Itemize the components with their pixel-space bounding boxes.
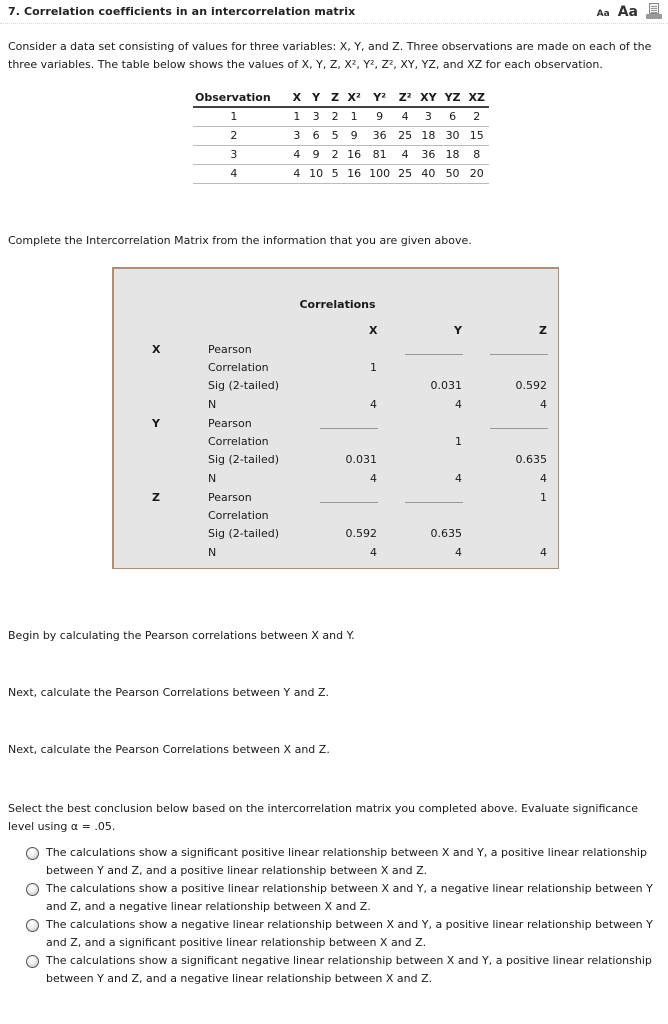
table-row	[193, 164, 489, 183]
pearson-z-y-input[interactable]	[405, 501, 463, 503]
n-x-x: 4	[370, 398, 377, 411]
option-2-text: The calculations show a positive linear relationship between X and Y, a negative linear relationship between Y and Z, and a negative linear relationship between X and Z.	[46, 882, 653, 913]
col-header-observation: Observation	[193, 89, 289, 107]
col-header-y: Y	[305, 89, 327, 107]
matrix-col-header-y: Y	[454, 324, 462, 337]
radio-button-icon[interactable]	[26, 955, 39, 968]
print-paper-shape	[649, 3, 659, 14]
radio-button-icon[interactable]	[26, 919, 39, 932]
table-cell: 81	[365, 145, 394, 164]
sig-z-y: 0.635	[430, 527, 462, 540]
table-cell: 9	[343, 126, 365, 145]
table-cell: 2	[327, 107, 343, 126]
table-cell: 4	[289, 145, 305, 164]
table-row	[193, 145, 489, 164]
stat-label-n: N	[208, 472, 217, 485]
stat-label-sig: Sig (2-tailed)	[208, 453, 279, 466]
question-title: 7. Correlation coefficients in an intercorrelation matrix	[8, 5, 356, 18]
table-cell: 18	[441, 145, 465, 164]
table-cell: 6	[441, 107, 465, 126]
table-cell: 15	[465, 126, 489, 145]
table-row	[193, 107, 489, 126]
table-cell: 4	[394, 107, 416, 126]
pearson-y-y: 1	[455, 435, 462, 448]
option-3[interactable]	[26, 916, 666, 952]
col-header-x: X	[289, 89, 305, 107]
stat-label-n: N	[208, 398, 217, 411]
stat-label-correlation: Correlation	[208, 435, 269, 448]
radio-button-icon[interactable]	[26, 883, 39, 896]
table-row	[193, 126, 489, 145]
table-cell: 36	[365, 126, 394, 145]
table-cell: 25	[394, 126, 416, 145]
table-header-row	[193, 89, 489, 107]
option-2[interactable]	[26, 880, 666, 916]
header-tools	[597, 3, 662, 19]
pearson-x-z-input[interactable]	[490, 353, 548, 355]
table-cell: 16	[343, 164, 365, 183]
radio-button-icon[interactable]	[26, 847, 39, 860]
table-cell: 50	[441, 164, 465, 183]
table-cell: 100	[365, 164, 394, 183]
stat-label-pearson: Pearson	[208, 491, 252, 504]
n-y-z: 4	[540, 472, 547, 485]
matrix-col-header-x: X	[369, 324, 378, 337]
table-cell: 3	[416, 107, 440, 126]
pearson-z-z: 1	[540, 491, 547, 504]
table-cell: 5	[327, 164, 343, 183]
stat-label-sig: Sig (2-tailed)	[208, 379, 279, 392]
pearson-x-x: 1	[370, 361, 377, 374]
question-header	[0, 0, 668, 24]
table-cell: 16	[343, 145, 365, 164]
observations-table	[193, 89, 489, 184]
sig-x-z: 0.592	[515, 379, 547, 392]
sig-x-y: 0.031	[430, 379, 462, 392]
matrix-row-header-x: X	[152, 343, 161, 356]
intro-text: Consider a data set consisting of values for three variables: X, Y, and Z. Three observations are made on each of the three variables. The table below shows the values of X, Y, Z, X², Y², Z², XY, YZ, and XZ for each observation.	[8, 40, 652, 71]
col-header-z: Z	[327, 89, 343, 107]
table-cell: 30	[441, 126, 465, 145]
pearson-z-x-input[interactable]	[320, 501, 378, 503]
col-header-yz: YZ	[441, 89, 465, 107]
sig-y-z: 0.635	[515, 453, 547, 466]
table-cell: 1	[289, 107, 305, 126]
col-header-xz: XZ	[465, 89, 489, 107]
option-1-text: The calculations show a significant positive linear relationship between X and Y, a positive linear relationship between Y and Z, and a positive linear relationship between X and Z.	[46, 846, 647, 877]
table-cell: 4	[193, 164, 289, 183]
table-cell: 5	[327, 126, 343, 145]
matrix-instruction: Complete the Intercorrelation Matrix from the information that you are given above.	[8, 234, 472, 247]
table-cell: 3	[305, 107, 327, 126]
table-cell: 36	[416, 145, 440, 164]
col-header-z2: Z²	[394, 89, 416, 107]
table-cell: 2	[193, 126, 289, 145]
table-cell: 6	[305, 126, 327, 145]
stat-label-correlation: Correlation	[208, 361, 269, 374]
option-1[interactable]	[26, 844, 666, 880]
table-cell: 9	[305, 145, 327, 164]
matrix-col-header-z: Z	[539, 324, 547, 337]
increase-font-button[interactable]: Aa	[617, 4, 638, 20]
stat-label-pearson: Pearson	[208, 417, 252, 430]
stat-label-pearson: Pearson	[208, 343, 252, 356]
print-icon[interactable]	[646, 3, 662, 19]
pearson-y-x-input[interactable]	[320, 427, 378, 429]
correlation-matrix	[112, 267, 559, 569]
stat-label-correlation: Correlation	[208, 509, 269, 522]
sig-y-x: 0.031	[345, 453, 377, 466]
n-x-y: 4	[455, 398, 462, 411]
table-cell: 4	[289, 164, 305, 183]
table-cell: 20	[465, 164, 489, 183]
table-cell: 18	[416, 126, 440, 145]
table-cell: 25	[394, 164, 416, 183]
step-2-text: Next, calculate the Pearson Correlations between Y and Z.	[8, 686, 329, 699]
matrix-row-header-y: Y	[152, 417, 160, 430]
table-cell: 3	[193, 145, 289, 164]
table-cell: 10	[305, 164, 327, 183]
pearson-y-z-input[interactable]	[490, 427, 548, 429]
col-header-xy: XY	[416, 89, 440, 107]
col-header-x2: X²	[343, 89, 365, 107]
n-y-x: 4	[370, 472, 377, 485]
n-y-y: 4	[455, 472, 462, 485]
n-x-z: 4	[540, 398, 547, 411]
col-header-y2: Y²	[365, 89, 394, 107]
decrease-font-button[interactable]: Aa	[596, 9, 610, 19]
table-cell: 2	[465, 107, 489, 126]
option-3-text: The calculations show a negative linear relationship between X and Y, a positive linear relationship between Y and Z, and a significant positive linear relationship between X and Z.	[46, 918, 653, 949]
n-z-z: 4	[540, 546, 547, 559]
option-4-text: The calculations show a significant negative linear relationship between X and Y, a positive linear relationship between Y and Z, and a negative linear relationship between X and Z.	[46, 954, 652, 985]
conclusion-prompt: Select the best conclusion below based on the intercorrelation matrix you completed above. Evaluate significance level using α = .05.	[8, 802, 638, 833]
sig-z-x: 0.592	[345, 527, 377, 540]
n-z-y: 4	[455, 546, 462, 559]
table-cell: 40	[416, 164, 440, 183]
conclusion-options	[26, 844, 666, 988]
matrix-row-header-z: Z	[152, 491, 160, 504]
stat-label-n: N	[208, 546, 217, 559]
table-cell: 2	[327, 145, 343, 164]
table-cell: 3	[289, 126, 305, 145]
table-cell: 8	[465, 145, 489, 164]
table-cell: 1	[343, 107, 365, 126]
table-cell: 1	[193, 107, 289, 126]
n-z-x: 4	[370, 546, 377, 559]
pearson-x-y-input[interactable]	[405, 353, 463, 355]
step-1-text: Begin by calculating the Pearson correlations between X and Y.	[8, 629, 355, 642]
table-cell: 9	[365, 107, 394, 126]
stat-label-sig: Sig (2-tailed)	[208, 527, 279, 540]
table-cell: 4	[394, 145, 416, 164]
step-3-text: Next, calculate the Pearson Correlations between X and Z.	[8, 743, 330, 756]
print-base-shape	[646, 14, 662, 19]
correlations-title: Correlations	[299, 298, 376, 311]
option-4[interactable]	[26, 952, 666, 988]
